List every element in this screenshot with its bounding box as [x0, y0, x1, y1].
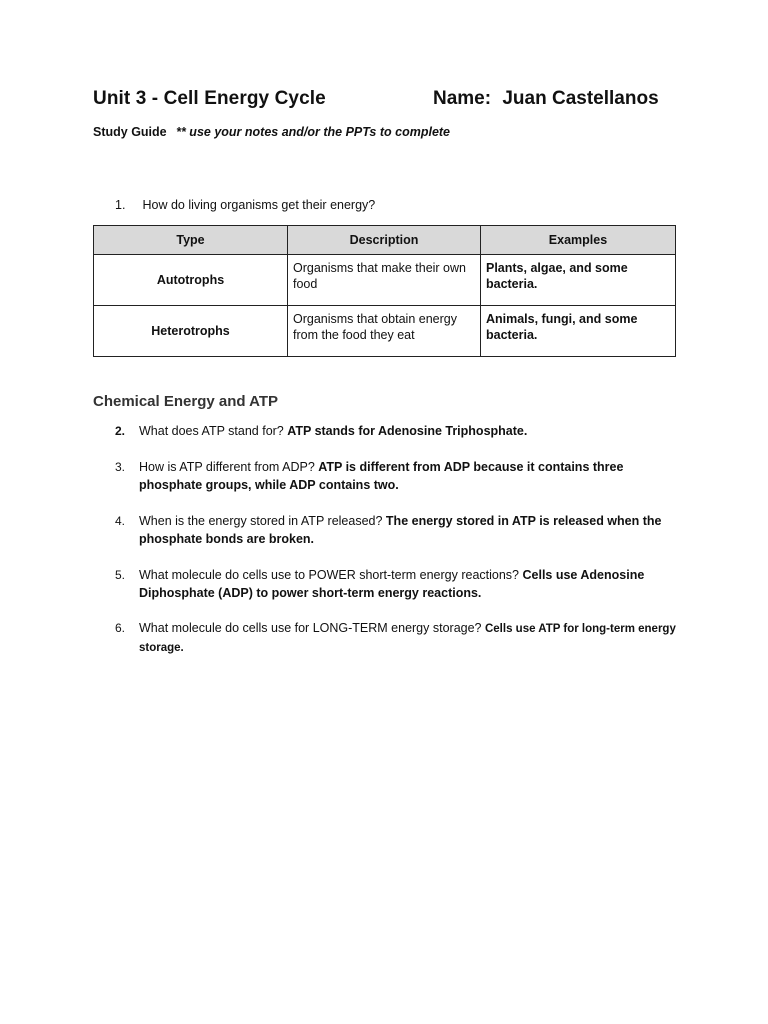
- question-number: 2.: [115, 424, 126, 438]
- answer-text: ATP stands for Adenosine Triphosphate.: [287, 424, 528, 438]
- table-cell-type: Autotrophs: [94, 255, 288, 306]
- question-text: What does ATP stand for?: [139, 424, 284, 438]
- table-cell-description: Organisms that obtain energy from the food they eat: [288, 306, 481, 357]
- question-2: [115, 422, 685, 440]
- table-header-description: Description: [288, 226, 481, 255]
- table-cell-type: Heterotrophs: [94, 306, 288, 357]
- question-5: [115, 566, 685, 602]
- study-guide-label: Study Guide: [93, 125, 167, 139]
- question-number: 1.: [115, 198, 126, 212]
- table-header-row: [94, 226, 676, 255]
- question-6: [115, 619, 685, 657]
- study-guide-note: ** use your notes and/or the PPTs to complete: [176, 125, 451, 139]
- question-number: 4.: [115, 514, 126, 528]
- question-text: What molecule do cells use for LONG-TERM energy storage?: [139, 621, 482, 635]
- question-text: How do living organisms get their energy?: [142, 198, 376, 212]
- title-row: [93, 88, 683, 116]
- answer-text: Cells use Adenosine Diphosphate (ADP) to power short-term energy reactions.: [139, 568, 645, 600]
- table-cell-description: Organisms that make their own food: [288, 255, 481, 306]
- table-row: [94, 306, 676, 357]
- student-name-block: [433, 88, 659, 110]
- name-label: Name:: [433, 88, 492, 109]
- section-heading: Chemical Energy and ATP: [93, 393, 279, 410]
- answer-text: The energy stored in ATP is released when the phosphate bonds are broken.: [139, 514, 662, 546]
- table-header-examples: Examples: [480, 226, 675, 255]
- question-1: [115, 198, 375, 212]
- question-text: How is ATP different from ADP?: [139, 460, 315, 474]
- study-guide-line: [93, 125, 450, 139]
- question-4: [115, 512, 685, 548]
- question-number: 5.: [115, 568, 126, 582]
- question-number: 6.: [115, 621, 126, 635]
- answer-text: Cells use ATP for long-term energy storage.: [139, 623, 676, 654]
- table-header-type: Type: [94, 226, 288, 255]
- question-text: What molecule do cells use to POWER short-term energy reactions?: [139, 568, 520, 582]
- question-3: [115, 458, 685, 494]
- table-row: [94, 255, 676, 306]
- question-text: When is the energy stored in ATP released?: [139, 514, 383, 528]
- question-number: 3.: [115, 460, 126, 474]
- answer-text: ATP is different from ADP because it contains three phosphate groups, while ADP contains two.: [139, 460, 624, 492]
- energy-sources-table: [93, 225, 676, 357]
- table-cell-examples: Plants, algae, and some bacteria.: [480, 255, 675, 306]
- student-name: Juan Castellanos: [502, 88, 659, 109]
- table-cell-examples: Animals, fungi, and some bacteria.: [480, 306, 675, 357]
- document-title: Unit 3 - Cell Energy Cycle: [93, 88, 326, 109]
